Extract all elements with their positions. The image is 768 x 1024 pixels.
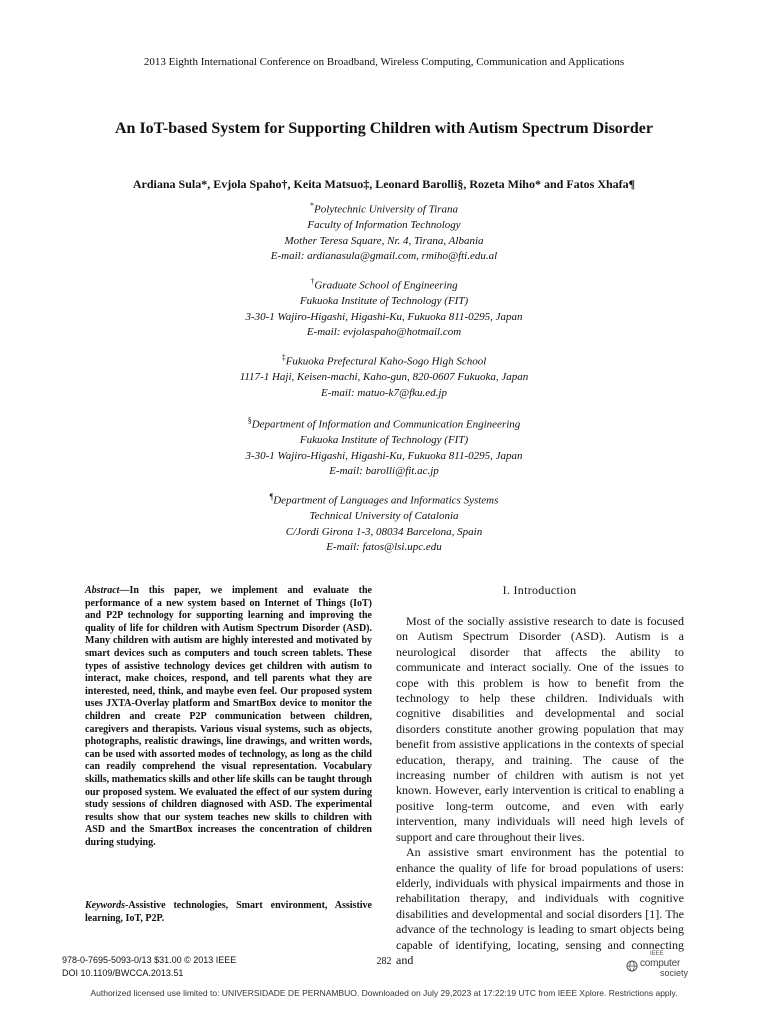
ieee-computer-society-logo: IEEE computer society <box>626 951 696 981</box>
affiliation-5: ¶Department of Languages and Informatics Systems Technical University of Catalonia C/Jordi Girona 1-3, 08034 Barcelona, Spain E-mail: fatos@lsi.upc.edu <box>269 492 499 554</box>
affiliation-1: *Polytechnic University of Tirana Faculty of Information Technology Mother Teresa Square, Nr. 4, Tirana, Albania E-mail: ardianasula@gmail.com, rmiho@fti.edu.al <box>270 201 498 263</box>
keywords-label: Keywords <box>85 900 125 911</box>
affiliation-3: ‡Fukuoka Prefectural Kaho-Sogo High School 1117-1 Haji, Keisen-machi, Kaho-gun, 820-0607 Fukuoka, Japan E-mail: matuo-k7@fku.ed.jp <box>239 353 529 399</box>
keywords-text: -Assistive technologies, Smart environment, Assistive learning, IoT, P2P. <box>85 900 372 924</box>
page-number: 282 <box>376 956 392 967</box>
affiliation-4: §Department of Information and Communication Engineering Fukuoka Institute of Technology (FIT) 3-30-1 Wajiro-Higashi, Higashi-Ku, Fukuoka 811-0295, Japan E-mail: barolli@fit.ac.jp <box>245 416 523 478</box>
author-list: Ardiana Sula*, Evjola Spaho†, Keita Matsuo‡, Leonard Barolli§, Rozeta Miho* and Fatos Xhafa¶ <box>132 177 636 191</box>
authorized-use-notice: Authorized licensed use limited to: UNIVERSIDADE DE PERNAMBUO. Downloaded on July 29,2023 at 17:22:19 UTC from IEEE Xplore. Restrictions apply. <box>90 988 678 998</box>
abstract-text: —In this paper, we implement and evaluate the performance of a new system based on Internet of Things (IoT) and P2P technology for supporting learning and improving the quality of life for children with Autism Spectrum Disorder (ASD). Many children with autism are highly interested and motivated by smart devices such as computers and touch screen tablets. These types of assistive technology devices get children with autism to interact, make choices, respond, and tell parents what they are interested, need, think, and maybe even feel. Our proposed system uses JXTA-Overlay platform and SmartBox device to monitor the children and create P2P communication between children, caregivers and therapists. Various visual systems, such as objects, photographs, realistic drawings, line drawings, and written words, can be used with assorted modes of technology, as long as the child can readily comprehend the visual representation. Vocabulary skills, mathematics skills and other life skills can be taught through our proposed system. We evaluated the effect of our system during study sessions of children diagnosed with ASD. The experimental results show that our system teaches new skills to children with ASD and the SmartBox increases the concentration of children during studying. <box>85 585 372 848</box>
section-heading-introduction: I. Introduction <box>502 583 577 597</box>
introduction-body <box>396 614 684 968</box>
abstract <box>85 585 372 849</box>
conference-header: 2013 Eighth International Conference on Broadband, Wireless Computing, Communication and Applications <box>143 56 625 68</box>
keywords <box>85 900 372 925</box>
affiliation-2: †Graduate School of Engineering Fukuoka Institute of Technology (FIT) 3-30-1 Wajiro-Higashi, Higashi-Ku, Fukuoka 811-0295, Japan E-mail: evjolaspaho@hotmail.com <box>245 277 523 339</box>
abstract-label: Abstract <box>85 585 120 596</box>
doi-line: DOI 10.1109/BWCCA.2013.51 <box>62 968 184 978</box>
paragraph: An assistive smart environment has the potential to enhance the quality of life for broad populations of users: elderly, individuals with physical impairments and those in rehabilitation therapy, and individuals with cognitive disabilities and developmental and social disorders [1]. The advance of the technology is leading to smart objects being capable of identifying, locating, sensing and connecting and <box>396 845 684 967</box>
paper-title: An IoT-based System for Supporting Children with Autism Spectrum Disorder <box>115 120 653 137</box>
ieee-cs-globe-icon <box>626 960 638 972</box>
paragraph: Most of the socially assistive research to date is focused on Autism Spectrum Disorder (ASD). Autism is a neurological disorder that affects the ability to communicate and interact socially. One of the issues to cope with this problem is how to benefit from the technology to help these children. Individuals with cognitive disabilities and developmental and social disorders constitute another growing population that may benefit from assistive applications in the contexts of special education, therapy, and training. The cause of the increasing number of children with autism is not yet known. However, early intervention is critical to enabling a positive long-term outcome, and even with early intervention, many individuals will need high levels of support and care throughout their lives. <box>396 614 684 844</box>
isbn-line: 978-0-7695-5093-0/13 $31.00 © 2013 IEEE <box>62 955 237 965</box>
